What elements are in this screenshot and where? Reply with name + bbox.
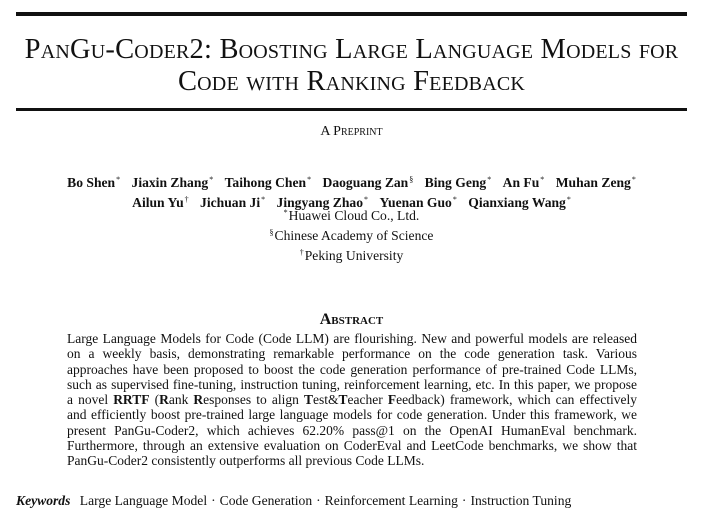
author: Muhan Zeng*	[555, 175, 636, 190]
abstract-heading: Abstract	[319, 311, 384, 328]
author: Taihong Chen*	[224, 175, 312, 190]
abstract-text: Large Language Models for Code (Code LLM) are flourishing. New and powerful models are released on a weekly basis, demonstrating remarkable performance on the code generation task. Various approaches have been proposed to boost the code generation performance of pre-trained Code LLMs, such as supervised fine-tuning, instruction tuning, reinforcement learning, etc. In this paper, we propose a novel RRTF (Rank Responses to align Test&Teacher Feedback) framework, which can effectively and efficiently boost pre-trained large language models for code generation. Under this framework, we present PanGu-Coder2, which achieves 62.20% pass@1 on the OpenAI HumanEval benchmark. Furthermore, through an extensive evaluation on CoderEval and LeetCode benchmarks, we show that PanGu-Coder2 consistently outperforms all previous Code LLMs.	[67, 331, 637, 469]
affiliation-list	[0, 204, 703, 264]
author: Jichuan Ji*	[200, 195, 266, 210]
keyword-separator: ·	[316, 493, 321, 508]
paper-title	[0, 34, 703, 98]
keyword: Reinforcement Learning	[324, 493, 458, 508]
author: Qianxiang Wang*	[468, 195, 571, 210]
title-line-2: Code with Ranking Feedback	[177, 66, 526, 97]
keyword-separator: ·	[461, 493, 467, 508]
author: Jingyang Zhao*	[276, 195, 369, 210]
author: Yuenan Guo*	[379, 195, 457, 210]
author: An Fu*	[502, 175, 545, 190]
bottom-rule	[16, 108, 687, 111]
keywords-line	[16, 493, 706, 509]
author: Ailun Yu†	[132, 195, 189, 210]
title-line-1: PanGu-Coder2: Boosting Large Language Models for	[24, 34, 679, 65]
top-rule	[16, 12, 687, 16]
author-line-1	[0, 171, 703, 191]
author: Jiaxin Zhang*	[131, 175, 214, 190]
preprint-label: A Preprint	[320, 124, 383, 139]
keyword: Instruction Tuning	[470, 493, 572, 508]
author: Bing Geng*	[424, 175, 492, 190]
keyword: Code Generation	[219, 493, 313, 508]
affiliation: †Peking University	[299, 248, 404, 263]
author: Daoguang Zan§	[322, 175, 414, 190]
keyword: Large Language Model	[79, 493, 208, 508]
keyword-separator: ·	[211, 493, 216, 508]
author: Bo Shen*	[67, 175, 121, 190]
keywords-label: Keywords	[16, 493, 71, 508]
affiliation: §Chinese Academy of Science	[269, 228, 434, 243]
affiliation: *Huawei Cloud Co., Ltd.	[283, 208, 420, 223]
